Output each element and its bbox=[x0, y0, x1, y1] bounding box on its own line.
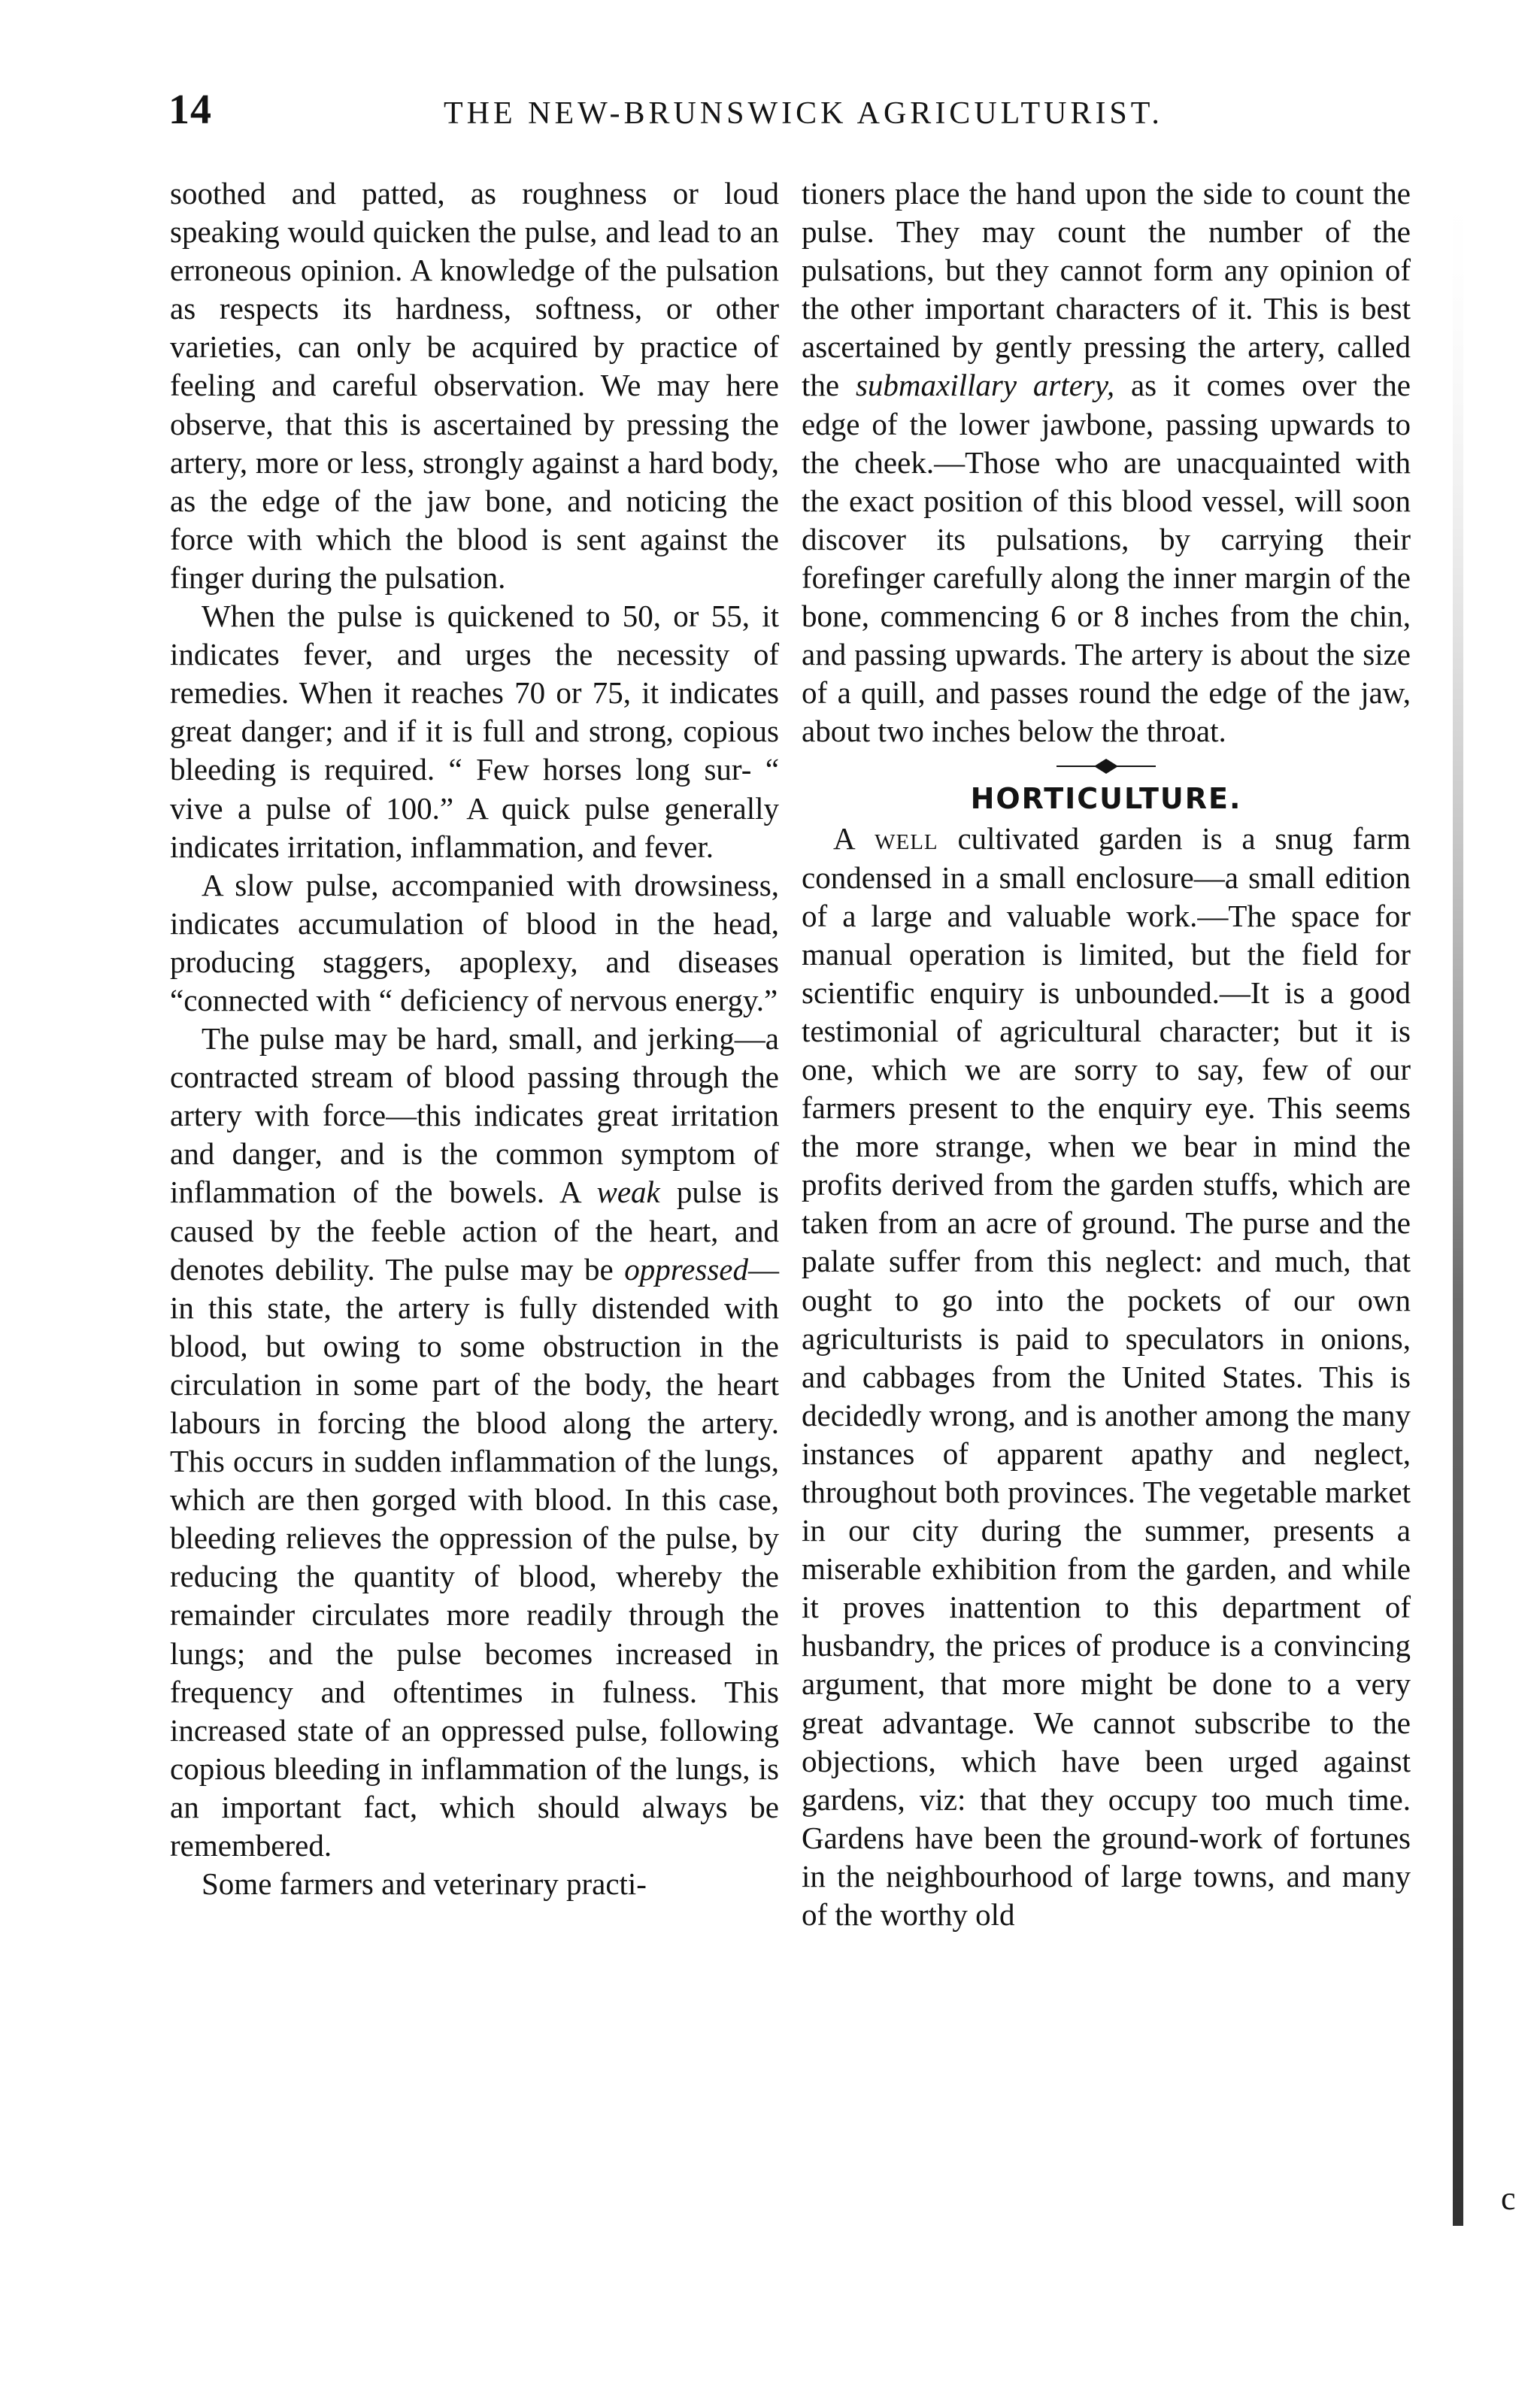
paragraph-text: pulse is caused by the feeble action of the heart, and denotes debility. The pulse may be bbox=[170, 1175, 779, 1287]
right-column bbox=[802, 174, 1411, 1934]
emphasis-weak: weak bbox=[596, 1175, 660, 1210]
quotation-continuation: “ vive a pulse of 100.” A quick pulse generally indicates irritation, inflammation, and fever. bbox=[170, 752, 780, 864]
paragraph: Some farmers and veterinary practi- bbox=[202, 1866, 647, 1902]
binding-shadow-strip bbox=[1442, 165, 1472, 2226]
paragraph-text: A slow pulse, accompanied with drowsiness, indicates accumulation of blood in the head, producing staggers, apoplexy, and diseases “connected with bbox=[170, 867, 779, 1017]
paragraph-text: When the pulse is quickened to 50, or 55, it indicates fever, and urges the necessity of remedies. When it reaches 70 or 75, it indicates great danger; and if it is full and strong, copious bleeding is required. “ Few horses long sur- bbox=[170, 599, 779, 787]
paragraph-text: cultivated garden is a snug farm condensed in a small enclosure—a small edition of a large and valuable work.—The space for manual operation is limited, but the field for scientific enquiry is unbounded.—It is a good testimonial of agricultural character; but it is one, which we are sorry to say, few of our farmers present to the enquiry eye. This seems the more strange, when we bear in mind the profits derived from the garden stuffs, which are taken from an acre of ground. The purse and the palate suffer from this neglect: and much, that ought to go into the pockets of our own agriculturists is paid to speculators in onions, and cabbages from the United States. This is decidedly wrong, and is another among the many instances of apparent apathy and neglect, throughout both provinces. The vegetable market in our city during the summer, presents a miserable exhibition from the garden, and while it proves inattention to this department of husbandry, the prices of produce is a convincing argument, that more might be done to a very great advantage. We cannot subscribe to the objections, which have been urged against gardens, viz: that they occupy too much time. Gardens have been the ground-work of fortunes in the neighbourhood of large towns, and many of the worthy old bbox=[802, 821, 1411, 1933]
paragraph-text: as it comes over the edge of the lower jawbone, passing upwards to the cheek.—Those who are unacquainted with the exact position of this blood vessel, will soon discover its pulsations, by carrying their forefinger carefully along the inner margin of the bone, commencing 6 or 8 inches from the chin, and passing upwards. The artery is about the size of a quill, and passes round the edge of the jaw, about two inches below the throat. bbox=[802, 368, 1411, 749]
page-number: 14 bbox=[168, 86, 212, 133]
paragraph bbox=[170, 597, 779, 866]
emphasis-oppressed: oppressed bbox=[624, 1251, 748, 1287]
paragraph-text: —in this state, the artery is fully distended with blood, but owing to some obstruction in the circulation in some part of the body, the heart labours in forcing the blood along the artery. This occurs in sudden inflammation of the lungs, which are then gorged with blood. In this case, bleeding relieves the oppression of the pulse, by reducing the quantity of blood, whereby the remainder circulates more readily through the lungs; and the pulse becomes increased in frequency and oftentimes in fulness. This increased state of an oppressed pulse, following copious bleeding in inflammation of the lungs, is an important fact, which should always be remembered. bbox=[170, 1251, 779, 1863]
paragraph bbox=[170, 1020, 779, 1865]
lead-in: A well bbox=[833, 821, 938, 856]
margin-mark: c bbox=[1501, 2180, 1516, 2217]
running-title: THE NEW-BRUNSWICK AGRICULTURIST. bbox=[444, 96, 1163, 131]
paragraph-text: tioners place the hand upon the side to count the pulse. They may count the number of the pulsations, but they cannot form any opinion of the other important characters of it. This is best ascertained by gently pressing the artery, called the bbox=[802, 176, 1411, 403]
emphasis-artery: submaxillary artery, bbox=[855, 368, 1115, 403]
quotation-continuation: “ deficiency of nervous energy.” bbox=[378, 982, 778, 1017]
paragraph bbox=[802, 820, 1411, 1934]
left-column bbox=[170, 174, 779, 1903]
section-heading: HORTICULTURE. bbox=[970, 782, 1242, 816]
paragraph bbox=[802, 174, 1411, 750]
paragraph: soothed and patted, as roughness or loud speaking would quicken the pulse, and lead to an erroneous opinion. A knowledge of the pulsation as respects its hardness, softness, or other varieties, can only be acquired by practice of feeling and careful observation. We may here observe, that this is ascertained by pressing the artery, more or less, strongly against a hard body, as the edge of the jaw bone, and noticing the force with which the blood is sent against the finger during the pulsation. bbox=[170, 176, 779, 595]
paragraph bbox=[170, 866, 779, 1020]
paragraph-text: The pulse may be hard, small, and jerking—a contracted stream of blood passing through the artery with force—this indicates great irritation and danger, and is the common symptom of inflammation of the bowels. A bbox=[170, 1021, 779, 1210]
section-divider-ornament bbox=[1053, 756, 1159, 776]
